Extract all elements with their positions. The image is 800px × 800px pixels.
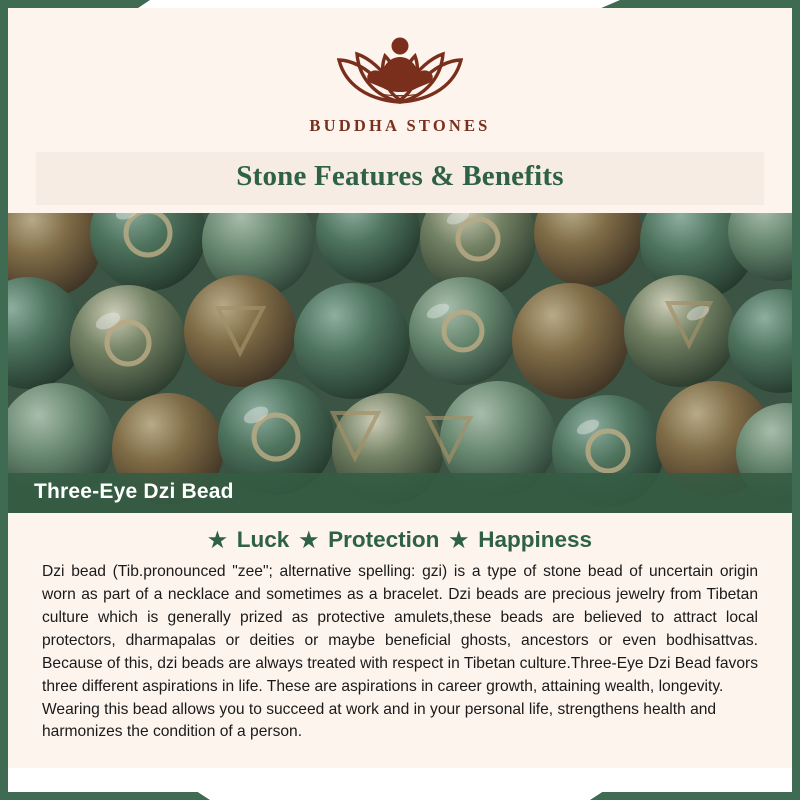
photo-caption: Three-Eye Dzi Bead <box>8 473 792 513</box>
benefit-protection: Protection <box>328 527 440 552</box>
lotus-buddha-logo-icon <box>305 26 495 112</box>
dzi-beads-illustration <box>8 213 792 513</box>
bottom-spacer <box>8 768 792 792</box>
star-icon: ★ <box>449 528 469 552</box>
benefit-happiness: Happiness <box>478 527 593 552</box>
benefit-luck: Luck <box>236 527 290 552</box>
description-paragraph-1: Dzi bead (Tib.pronounced "zee"; alternative spelling: gzi) is a type of stone bead of uncertain origin worn as part of a necklace and sometimes as a bracelet. Dzi beads are precious jewelry from Tibetan culture which is generally prized as protective amulets,these beads are believed to attract local protectors, dharmapalas or deities or maybe beneficial ghosts, ancestors or even bodhisattvas. Because of this, dzi beads are always treated with respect in Tibetan culture.Three-Eye Dzi Bead favors three different aspirations in life. These are aspirations in career growth, attaining wealth, longevity. <box>42 563 758 695</box>
brand-header <box>8 8 792 148</box>
description-text <box>8 553 792 744</box>
star-icon: ★ <box>299 528 319 552</box>
product-photo <box>8 213 792 513</box>
description-paragraph-2: Wearing this bead allows you to succeed at work and in your personal life, strengthens health and harmonizes the condition of a person. <box>42 700 717 741</box>
star-icon: ★ <box>207 528 227 552</box>
card-inner <box>8 8 792 792</box>
brand-name: BUDDHA STONES <box>309 116 491 135</box>
section-title-band <box>36 152 764 205</box>
page-title: Stone Features & Benefits <box>236 160 564 192</box>
benefits-row <box>8 527 792 553</box>
